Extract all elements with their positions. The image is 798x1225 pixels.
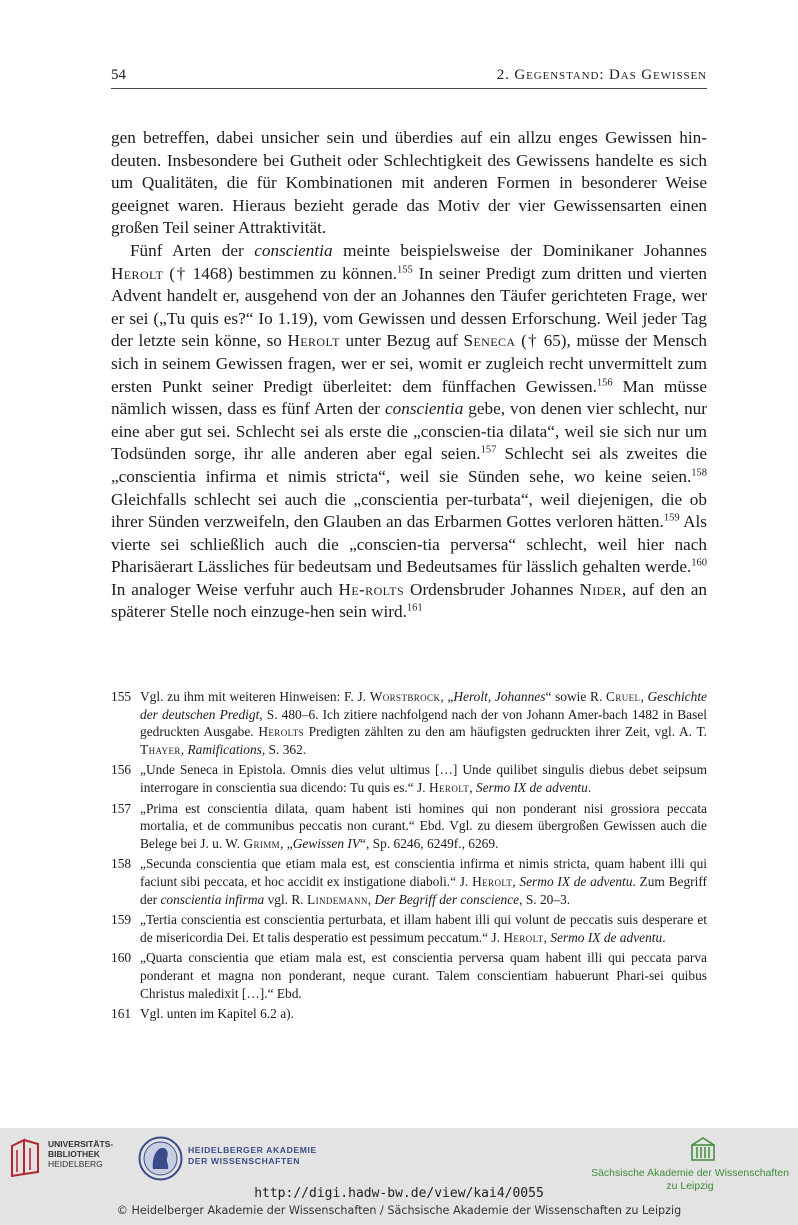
hadw-wordmark: HEIDELBERGER AKADEMIE DER WISSENSCHAFTEN <box>188 1145 317 1166</box>
footnote-ref[interactable]: 155 <box>397 263 413 275</box>
footnote-ref[interactable]: 159 <box>663 512 680 524</box>
running-head: 2. Gegenstand: Das Gewissen <box>496 67 707 83</box>
author-name: He-rolts <box>338 579 405 599</box>
footnote-number: 160 <box>111 950 132 966</box>
footnote-ref[interactable]: 156 <box>596 376 613 388</box>
footnote-156: 156 „Unde Seneca in Epistola. Omnis dies velut ultimus […] Unde quilibet singulis diebus debet seipsum interrogare in conscientia sua dicendo: Tu quis es.“ J. Herolt, Sermo IX de adventu. <box>111 762 707 795</box>
footnote-number: 159 <box>111 912 132 928</box>
footnote-number: 158 <box>111 856 132 872</box>
footnote-ref[interactable]: 160 <box>691 557 707 569</box>
footnotes <box>111 688 707 1026</box>
footnote-ref[interactable]: 161 <box>406 602 423 614</box>
footnote-number: 155 <box>111 689 132 704</box>
page-number: 54 <box>111 67 126 83</box>
permalink-url[interactable]: http://digi.hadw-bw.de/view/kai4/0055 <box>254 1186 544 1201</box>
paragraph-2: Fünf Arten der conscientia meinte beispielsweise der Dominikaner Johannes Herolt († 1468) bestimmen zu können.$^{155}$ In seiner Predigt zum dritten und vierten Advent handelt er, ausgehend von der an Johannes den Täufer gerichteten Frage, wer er sei („Tu quis es?“ Io 1.19), vom Gewissen und dessen Erforschung. Weil jeder Tag der letzte sein könne, so Herolt unter Bezug auf Seneca († 65), müsse der Mensch sich in seinem Gewissen fragen, wer er sei, womit er zugleich recht unvermittelt zum ersten Punkt seiner Predigt überleitet: dem fünffachen Gewissen.$^{156}$ Man müsse nämlich wissen, dass es fünf Arten der conscientia gebe, von denen vier schlecht, nur eine aber gut sei. Schlecht sei als erste die „conscien-tia dilata“, weil sie sich nur um Todsünden sorge, ihr alle anderen aber egal seien.$^{157}$ Schlecht sei als zweites die „conscientia infirma et nimis stricta“, weil sie Sünden sehe, wo keine seien.$^{158}$ Gleichfalls schlecht sei auch die „conscientia per-turbata“, weil diejenigen, die ob ihrer Sünden verzweifeln, den Glauben an das Erbarmen Gottes verloren hätten.$^{159}$ Als vierte sei schließlich auch die „conscien-tia perversa“ schlecht, weil hier nach Pharisäerart Lässliches für bedeutsam und Bedeutsames für lässlich gehalten werde.$^{160}$ In analoger Weise verfuhr auch He-rolts Ordensbruder Johannes Nider, auf den an späterer Stelle noch einzuge-hen sein wird.$^{161}$ <box>111 240 707 622</box>
author-name: Herolt <box>287 331 340 351</box>
footnote-158: 158 „Secunda conscientia que etiam mala est, est conscientia infirma et nimis stricta, quam habent illi qui faciunt sibi peccata, et hoc accidit ex instigatione diaboli.“ J. Herolt, Sermo IX de adventu. Zum Begriff der conscientia infirma vgl. R. Lindemann, Der Begriff der conscience, S. 20–3. <box>111 856 707 907</box>
footnote-ref[interactable]: 158 <box>691 467 707 479</box>
author-name: Herolt <box>111 263 164 283</box>
footnote-161: 161 Vgl. unten im Kapitel 6.2 a). <box>111 1006 294 1022</box>
copyright-notice: © Heidelberger Akademie der Wissenschaften / Sächsische Akademie der Wissenschaften zu Leipzig <box>116 1204 682 1217</box>
saw-leipzig-logo-icon[interactable] <box>690 1136 716 1162</box>
author-name: Seneca <box>463 331 516 351</box>
footnote-155: 155 Vgl. zu ihm mit weiteren Hinweisen: F. J. Worstbrock, „Herolt, Johannes“ sowie R. Cruel, Geschichte der deutschen Predigt, S. 480–6. Ich zitiere nachfolgend nach der von Johann Amer-bach 1482 in Basel gedruckten Ausgabe. Herolts Predigten zählten zu den am häufigsten gedruckten ihrer Zeit, vgl. A. T. Thayer, Ramifications, S. 362. <box>111 689 708 757</box>
author-name: Nider <box>579 579 622 599</box>
footnote-number: 157 <box>111 800 132 816</box>
hadw-seal-logo-icon[interactable] <box>138 1136 183 1181</box>
ub-heidelberg-wordmark: UNIVERSITÄTS- BIBLIOTHEK HEIDELBERG <box>48 1139 114 1169</box>
footnote-160: 160 „Quarta conscientia que etiam mala est, est conscientia perversa quam habent illi qui peccata parva ponderant et magna non ponderant, neque curant. Talem conscientiam habuerunt Phari-sei quibus Christus maledixit […].“ Ebd. <box>111 950 707 1001</box>
footnote-number: 161 <box>111 1006 132 1022</box>
footnote-ref[interactable]: 157 <box>480 444 497 456</box>
paragraph-1: gen betreffen, dabei unsicher sein und überdies auf ein allzu enges Gewissen hin-deuten. Insbesondere bei Gutheit oder Schlechtigkeit des Gewissens handelte es sich um Qualitäten, die für Kombinationen mit anderen Formen in besonderer Weise geeignet waren. Hieraus bezieht gerade das Motiv der vier Gewissensarten einen großen Teil seiner Attraktivität. <box>111 128 707 238</box>
footnote-159: 159 „Tertia conscientia est conscientia perturbata, et illam habent illi qui volunt de peccatis suis desperare et de misericordia Dei. Et talis desperatio est pessimum peccatum.“ J. Herolt, Sermo IX de adventu. <box>111 912 707 945</box>
footer-band <box>0 1128 798 1225</box>
footnote-157: 157 „Prima est conscientia dilata, quam habent isti homines qui non ponderant nisi grossiora peccata mortalia, et de communibus peccatis non curant.“ Ebd. Vgl. zu diesem übergroßen Gewissen auch die Belege bei J. u. W. Grimm, „Gewissen IV“, Sp. 6246, 6249f., 6269. <box>111 800 707 851</box>
main-text <box>111 127 707 624</box>
footnote-number: 156 <box>111 762 132 778</box>
saw-wordmark: Sächsische Akademie der Wissenschaften zu Leipzig <box>591 1167 789 1192</box>
page-header <box>111 64 707 89</box>
